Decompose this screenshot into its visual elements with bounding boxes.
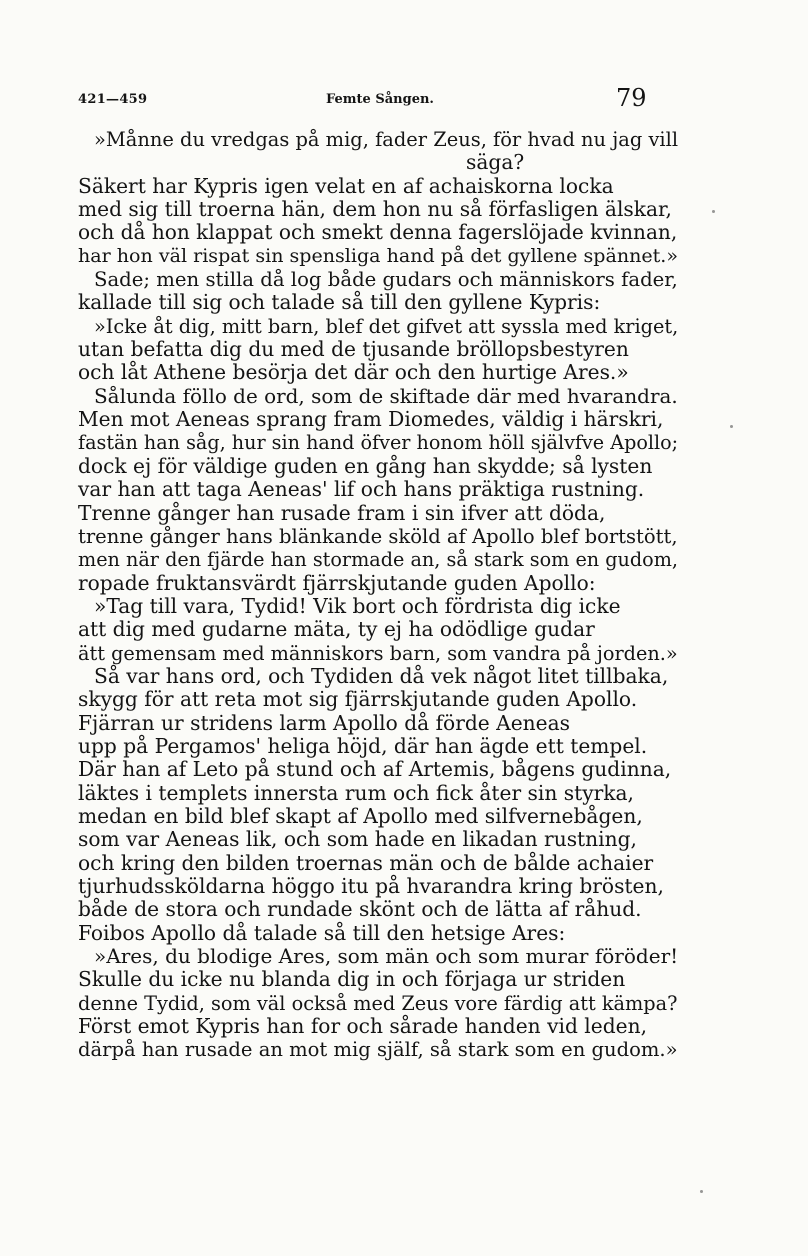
verse-line: Först emot Kypris han for och sårade handen vid leden, xyxy=(78,1014,647,1039)
chapter-title: Femte Sången. xyxy=(326,92,434,107)
print-speck xyxy=(712,210,715,213)
verse-line: och låt Athene besörja det där och den hurtige Ares.» xyxy=(78,360,629,385)
verse-line: därpå han rusade an mot mig själf, så stark som en gudom.» xyxy=(78,1038,678,1062)
verse-line: tjurhudssköldarna höggo itu på hvarandra kring brösten, xyxy=(78,874,664,898)
verse-line: både de stora och rundade skönt och de lätta af råhud. xyxy=(78,897,642,922)
verse-line: »Ares, du blodige Ares, som män och som murar föröder! xyxy=(94,944,679,969)
verse-line: och då hon klappat och smekt denna fagerslöjade kvinnan, xyxy=(78,220,678,245)
poem-text xyxy=(78,128,678,1062)
verse-line: Så var hans ord, och Tydiden då vek något litet tillbaka, xyxy=(94,663,669,688)
verse-line: Säkert har Kypris igen velat en af achaiskorna locka xyxy=(78,173,614,198)
verse-line: »Icke åt dig, mitt barn, blef det gifvet att syssla med kriget, xyxy=(94,314,679,338)
verse-line: dock ej för väldige guden en gång han skydde; så lysten xyxy=(78,453,653,478)
verse-line: Där han af Leto på stund och af Artemis, bågens gudinna, xyxy=(78,757,672,782)
verse-line: har hon väl rispat sin spensliga hand på det gyllene spännet.» xyxy=(78,244,678,267)
verse-line: Men mot Aeneas sprang fram Diomedes, väldig i härskri, xyxy=(78,407,664,432)
verse-line: Trenne gånger han rusade fram i sin ifver att döda, xyxy=(78,500,606,525)
verse-line: säga? xyxy=(466,150,525,175)
verse-line: med sig till troerna hän, dem hon nu så förfasligen älskar, xyxy=(78,197,672,222)
page-number: 79 xyxy=(616,84,647,112)
verse-line: var han att taga Aeneas' lif och hans präktiga rustning. xyxy=(78,477,645,502)
verse-line: men när den fjärde han stormade an, så stark som en gudom, xyxy=(78,548,679,572)
line-range: 421—459 xyxy=(78,92,148,107)
verse-line: som var Aeneas lik, och som hade en likadan rustning, xyxy=(78,827,637,852)
verse-line: Sålunda föllo de ord, som de skiftade där med hvarandra. xyxy=(94,383,678,408)
verse-line: fastän han såg, hur sin hand öfver honom höll självfve Apollo; xyxy=(78,431,679,455)
verse-line: kallade till sig och talade så till den gyllene Kypris: xyxy=(78,290,601,315)
print-speck xyxy=(730,425,733,428)
verse-line: ropade fruktansvärdt fjärrskjutande guden Apollo: xyxy=(78,570,596,595)
verse-line: denne Tydid, som väl också med Zeus vore färdig att kämpa? xyxy=(78,991,678,1015)
verse-line: »Tag till vara, Tydid! Vik bort och fördrista dig icke xyxy=(94,593,621,618)
print-speck xyxy=(700,1190,703,1193)
verse-line: att dig med gudarne mäta, ty ej ha odödlige gudar xyxy=(78,617,595,642)
verse-line: och kring den bilden troernas män och de bålde achaier xyxy=(78,850,654,875)
verse-line: ätt gemensam med människors barn, som vandra på jorden.» xyxy=(78,641,678,665)
verse-line: läktes i templets innersta rum och fick åter sin styrka, xyxy=(78,780,634,805)
verse-line: Fjärran ur stridens larm Apollo då förde Aeneas xyxy=(78,710,571,735)
running-header xyxy=(78,84,678,112)
verse-line: trenne gånger hans blänkande sköld af Apollo blef bortstött, xyxy=(78,524,678,548)
verse-line: Skulle du icke nu blanda dig in och förjaga ur striden xyxy=(78,967,626,992)
verse-line: Sade; men stilla då log både gudars och människors fader, xyxy=(94,268,678,292)
verse-line: utan befatta dig du med de tjusande bröllopsbestyren xyxy=(78,337,629,362)
verse-line: Foibos Apollo då talade så till den hetsige Ares: xyxy=(78,920,566,945)
verse-line: medan en bild blef skapt af Apollo med silfvernebågen, xyxy=(78,803,643,828)
verse-line: skygg för att reta mot sig fjärrskjutande guden Apollo. xyxy=(78,687,638,712)
verse-line: upp på Pergamos' heliga höjd, där han ägde ett tempel. xyxy=(78,733,648,758)
verse-line: »Månne du vredgas på mig, fader Zeus, för hvad nu jag vill xyxy=(94,128,679,151)
